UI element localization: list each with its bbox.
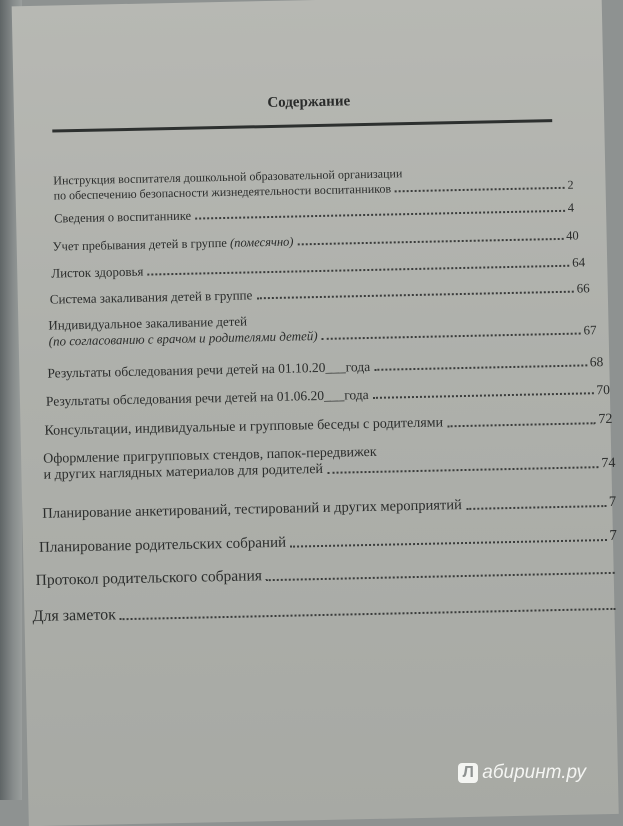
toc-page-number: 68	[589, 354, 604, 370]
toc-entry-text: Учет пребывания детей в группе (помесячно)	[52, 234, 294, 254]
toc-leader	[147, 264, 569, 276]
toc-entry-text: Листок здоровья	[51, 263, 144, 281]
toc-entry	[32, 596, 618, 626]
toc-entry-line2: и других наглядных материалов для родителей	[43, 461, 324, 483]
toc-leader	[120, 607, 615, 620]
toc-entry-line1: Индивидуальное закаливание детей	[48, 313, 248, 333]
toc-entry-text: Результаты обследования речи детей на 01.06.20___года	[45, 386, 369, 409]
toc-leader	[373, 391, 594, 399]
toc-entry-line2: по обеспечению безопасности жизнедеятельности воспитанников	[53, 181, 392, 203]
toc-page-number: 64	[572, 254, 586, 270]
toc-entry-text: Планирование родительских собраний	[38, 534, 287, 556]
toc-entry	[54, 201, 574, 227]
toc-leader	[256, 290, 573, 300]
toc-entry-text: Планирование анкетирований, тестирований и других мероприятий	[42, 497, 462, 522]
labirint-logo-text: абиринт.ру	[482, 762, 586, 783]
toc-page-number: 66	[576, 280, 590, 296]
toc-entry	[48, 306, 597, 349]
book-page	[12, 0, 619, 826]
toc-leader	[266, 571, 615, 581]
toc-leader	[195, 209, 565, 220]
toc-page-number: 74	[601, 455, 616, 472]
toc-entry-text: Сведения о воспитаннике	[53, 208, 192, 226]
toc-page-number: 4	[567, 200, 575, 215]
toc-leader	[327, 465, 598, 474]
toc-entry-text: Результаты обследования речи детей на 01.10.20___года	[47, 358, 371, 381]
toc-entry-line2: (по согласованию с врачом и родителями детей)	[48, 328, 318, 349]
toc-page-number: 70	[596, 381, 610, 398]
toc-entry-text: Протокол родительского собрания	[35, 567, 263, 589]
title-underline	[52, 119, 552, 132]
toc-entry	[42, 494, 616, 523]
toc-page-number: 7	[608, 493, 617, 510]
toc-entry-text: Для заметок	[32, 606, 117, 626]
toc-page-number: 40	[565, 228, 579, 243]
toc-entry	[47, 354, 603, 382]
toc-entry	[46, 382, 610, 410]
toc-leader	[290, 538, 606, 548]
toc-leader	[322, 332, 581, 340]
toc-entry	[51, 254, 585, 281]
toc-page-number: 72	[598, 411, 613, 428]
toc-entry-line1: Оформление пригрупповых стендов, папок-передвижек	[43, 444, 377, 467]
toc-entry	[50, 280, 590, 307]
toc-entry	[44, 412, 612, 440]
toc-entry-text: Консультации, индивидуальные и групповые беседы с родителями	[44, 415, 444, 439]
toc-entry	[53, 229, 579, 255]
toc-leader	[298, 237, 564, 246]
toc-leader	[447, 421, 595, 427]
toc-page-number: 67	[583, 322, 597, 338]
toc-entry-note: (помесячно)	[229, 234, 294, 250]
toc-page-number: 2	[567, 177, 574, 192]
toc-leader	[466, 504, 606, 510]
toc-entry	[43, 440, 616, 484]
labirint-watermark	[458, 762, 586, 784]
toc-entry-line1: Инструкция воспитателя дошкольной образовательной организации	[53, 166, 403, 188]
labirint-logo-icon: Л	[458, 763, 478, 783]
toc-entry	[53, 163, 574, 204]
toc-leader	[395, 186, 565, 193]
toc-leader	[374, 363, 587, 370]
page-title: Содержание	[267, 93, 351, 112]
toc-page-number: 7	[609, 527, 618, 544]
toc-entry	[36, 560, 618, 590]
toc-entry-text: Система закаливания детей в группе	[49, 287, 253, 307]
toc-entry	[39, 528, 617, 557]
